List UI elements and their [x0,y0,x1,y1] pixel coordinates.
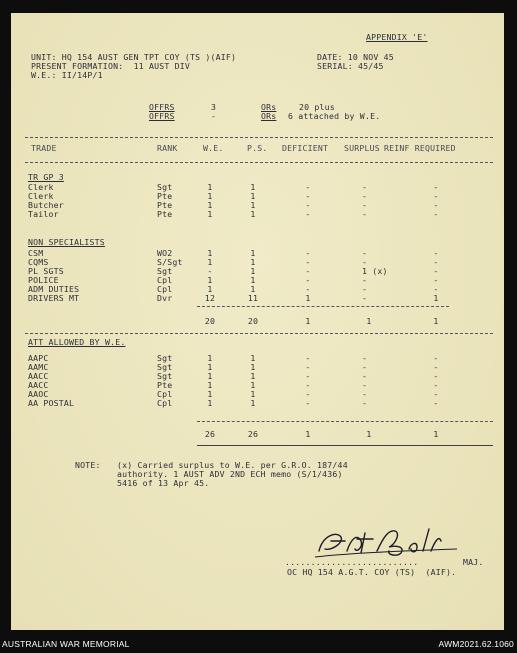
note-label: NOTE: [75,460,101,470]
summary-ors-label-2: ORs [261,111,277,121]
cell-trade: CQMS [28,257,49,267]
cell-surplus: - [362,257,368,267]
footer-bar [0,636,517,653]
cell-reinf: - [433,209,439,219]
cell-trade: AAOC [28,389,49,399]
cell-ps: 1 [250,284,256,294]
cell-we: 1 [207,353,213,363]
cell-rank: Pte [157,191,173,201]
section-title: TR GP 3 [28,172,64,182]
cell-we: 1 [207,380,213,390]
cell-rank: Sgt [157,362,173,372]
cell-ps: 11 [247,293,259,303]
cell-deficient: - [305,191,311,201]
cell-reinf: - [433,353,439,363]
cell-deficient: - [305,266,311,276]
document-page [11,13,504,630]
cell-trade: CSM [28,248,44,258]
subtotal-ps: 20 [247,316,259,326]
subtotal-we: 20 [204,316,216,326]
cell-reinf: - [433,257,439,267]
cell-surplus: - [362,182,368,192]
summary-offrs-dash: - [211,111,217,121]
signature-title: OC HQ 154 A.G.T. COY (TS) (AIF). [287,567,457,577]
cell-we: 1 [207,248,213,258]
cell-reinf: - [433,380,439,390]
cell-ps: 1 [250,248,256,258]
cell-we: 1 [207,362,213,372]
col-surplus: SURPLUS [344,143,380,153]
cell-rank: Cpl [157,389,173,399]
cell-reinf: - [433,362,439,372]
cell-we: 1 [207,284,213,294]
cell-trade: POLICE [28,275,59,285]
cell-rank: Cpl [157,284,173,294]
rule-header [25,162,493,163]
cell-reinf: 1 [433,293,439,303]
cell-surplus: - [362,248,368,258]
cell-rank: Pte [157,380,173,390]
subtotal-deficient: 1 [305,316,311,326]
cell-we: 12 [204,293,216,303]
cell-rank: WO2 [157,248,173,258]
cell-deficient: - [305,371,311,381]
signature-rank: MAJ. [463,557,484,567]
col-deficient: DEFICIENT [282,143,329,153]
cell-rank: Cpl [157,275,173,285]
cell-reinf: - [433,275,439,285]
subtotal-surplus: 1 [366,316,372,326]
note-line-2: authority. 1 AUST ADV 2ND ECH memo (S/1/436) [117,469,343,479]
cell-ps: 1 [250,257,256,267]
cell-surplus: - [362,191,368,201]
cell-surplus: - [362,371,368,381]
summary-offrs-label: OFFRS [149,102,175,112]
cell-surplus: - [362,353,368,363]
cell-trade: Tailor [28,209,59,219]
cell-deficient: - [305,362,311,372]
cell-surplus: - [362,284,368,294]
cell-surplus: - [362,389,368,399]
summary-offrs-label-2: OFFRS [149,111,175,121]
col-ps: P.S. [247,143,268,153]
cell-deficient: - [305,182,311,192]
summary-ors-value: 20 plus [299,102,335,112]
cell-rank: S/Sgt [157,257,183,267]
cell-deficient: - [305,398,311,408]
cell-trade: AA POSTAL [28,398,75,408]
cell-we: 1 [207,209,213,219]
rule-total-top [197,421,493,422]
section-title: ATT ALLOWED BY W.E. [28,337,126,347]
cell-trade: AACC [28,380,49,390]
cell-we: 1 [207,275,213,285]
summary-ors-label: ORs [261,102,277,112]
rule-mid [25,333,493,334]
subtotal-reinf: 1 [433,316,439,326]
cell-reinf: - [433,200,439,210]
cell-ps: 1 [250,266,256,276]
section-title: NON SPECIALISTS [28,237,105,247]
cell-deficient: - [305,209,311,219]
cell-trade: DRIVERS MT [28,293,80,303]
we-line: W.E.: II/14P/1 [31,70,103,80]
cell-ps: 1 [250,362,256,372]
cell-ps: 1 [250,191,256,201]
cell-we: - [207,266,213,276]
appendix-label: APPENDIX 'E' [366,32,428,42]
cell-we: 1 [207,191,213,201]
cell-reinf: - [433,182,439,192]
cell-we: 1 [207,389,213,399]
cell-ps: 1 [250,389,256,399]
rule-total-bottom [197,445,493,446]
cell-deficient: 1 [305,293,311,303]
cell-we: 1 [207,200,213,210]
cell-we: 1 [207,182,213,192]
cell-we: 1 [207,371,213,381]
cell-trade: Clerk [28,182,54,192]
cell-deficient: - [305,248,311,258]
cell-surplus: 1 (x) [362,266,388,276]
cell-rank: Sgt [157,182,173,192]
cell-ps: 1 [250,371,256,381]
cell-deficient: - [305,200,311,210]
signature-dots: .......................... [285,557,419,567]
cell-reinf: - [433,389,439,399]
cell-trade: PL SGTS [28,266,64,276]
summary-ors-attached: 6 attached by W.E. [288,111,381,121]
serial-line: SERIAL: 45/45 [317,61,384,71]
date-line: DATE: 10 NOV 45 [317,52,394,62]
cell-surplus: - [362,293,368,303]
cell-reinf: - [433,284,439,294]
note-line-3: 5416 of 13 Apr 45. [117,478,210,488]
unit-line: UNIT: HQ 154 AUST GEN TPT COY (TS )(AIF) [31,52,237,62]
footer-institution: AUSTRALIAN WAR MEMORIAL [2,639,130,649]
cell-trade: ADM DUTIES [28,284,80,294]
cell-deficient: - [305,389,311,399]
cell-we: 1 [207,398,213,408]
cell-ps: 1 [250,275,256,285]
cell-reinf: - [433,398,439,408]
cell-trade: AACC [28,371,49,381]
cell-rank: Dvr [157,293,173,303]
cell-ps: 1 [250,398,256,408]
formation-line: PRESENT FORMATION: 11 AUST DIV [31,61,191,71]
col-reinf-required: REINF REQUIRED [384,143,456,153]
cell-ps: 1 [250,209,256,219]
cell-rank: Pte [157,209,173,219]
cell-rank: Sgt [157,266,173,276]
handwritten-signature [311,521,461,561]
cell-deficient: - [305,257,311,267]
cell-surplus: - [362,398,368,408]
cell-deficient: - [305,275,311,285]
cell-ps: 1 [250,200,256,210]
cell-trade: AAMC [28,362,49,372]
footer-accession-number: AWM2021.62.1060 [438,639,514,649]
cell-surplus: - [362,275,368,285]
cell-reinf: - [433,191,439,201]
cell-trade: Butcher [28,200,64,210]
cell-surplus: - [362,200,368,210]
cell-surplus: - [362,362,368,372]
col-trade: TRADE [31,143,57,153]
cell-reinf: - [433,371,439,381]
total-reinf: 1 [433,429,439,439]
cell-rank: Cpl [157,398,173,408]
cell-rank: Sgt [157,353,173,363]
col-we: W.E. [203,143,224,153]
rule-subtotal [197,306,449,307]
cell-rank: Pte [157,200,173,210]
cell-deficient: - [305,353,311,363]
total-deficient: 1 [305,429,311,439]
cell-trade: AAPC [28,353,49,363]
cell-trade: Clerk [28,191,54,201]
cell-deficient: - [305,284,311,294]
total-surplus: 1 [366,429,372,439]
cell-deficient: - [305,380,311,390]
cell-surplus: - [362,380,368,390]
total-we: 26 [204,429,216,439]
total-ps: 26 [247,429,259,439]
cell-rank: Sgt [157,371,173,381]
summary-offrs-value: 3 [211,102,217,112]
note-line-1: (x) Carried surplus to W.E. per G.R.O. 187/44 [117,460,348,470]
cell-we: 1 [207,257,213,267]
cell-ps: 1 [250,353,256,363]
cell-reinf: - [433,248,439,258]
col-rank: RANK [157,143,178,153]
rule-top [25,137,493,138]
cell-ps: 1 [250,182,256,192]
cell-surplus: - [362,209,368,219]
cell-ps: 1 [250,380,256,390]
cell-reinf: - [433,266,439,276]
